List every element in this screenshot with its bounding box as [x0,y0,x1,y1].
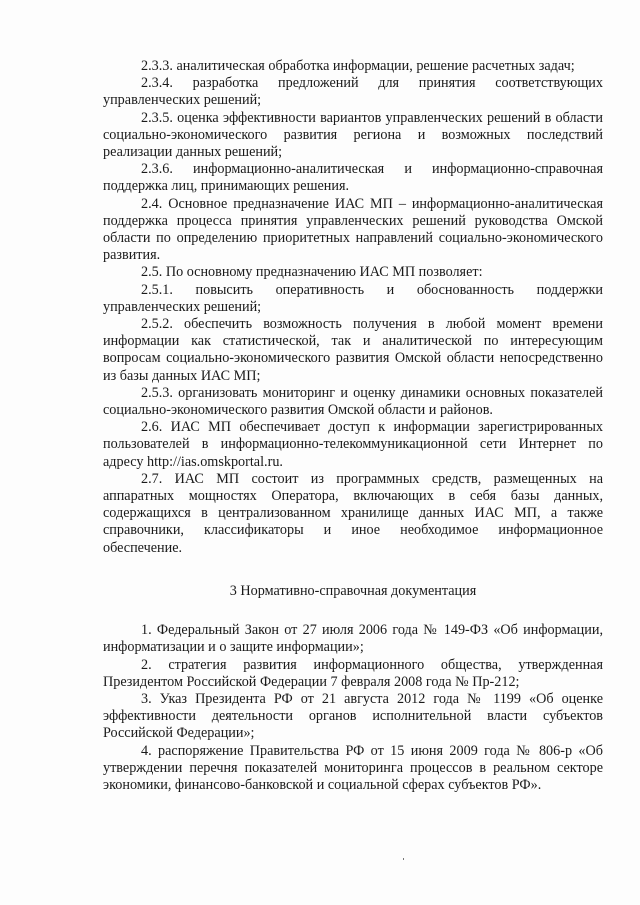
section-title: 3 Нормативно-справочная документация [229,582,477,599]
reference-item-3: 3. Указ Президента РФ от 21 августа 2012 года № 1199 «Об оценке эффективности деятельности органов исполнительной власти субъектов Российской Федерации»; [103,690,603,742]
paragraph-2-3-6: 2.3.6. информационно-аналитическая и информационно-справочная поддержка лиц, принимающих решения. [103,161,603,195]
paragraph-2-5: 2.5. По основному предназначению ИАС МП позволяет: [141,264,483,281]
document-body [103,58,603,794]
paragraph-2-5-3: 2.5.3. организовать мониторинг и оценку динамики основных показателей социально-экономического развития Омской области и районов. [103,384,603,419]
paragraph-2-5-2: 2.5.2. обеспечить возможность получения в любой момент времени информации как статистической, так и аналитической по интересующим вопросам социально-экономического развития Омской области непосредственно из базы данных ИАС МП; [103,316,603,384]
paragraph-2-3-4: 2.3.4. разработка предложений для принятия соответствующих управленческих решений; [103,75,603,109]
reference-item-1: 1. Федеральный Закон от 27 июля 2006 года № 149-ФЗ «Об информации, информатизации и о защите информации»; [103,622,603,656]
scan-speck [403,858,404,860]
reference-item-4: 4. распоряжение Правительства РФ от 15 июня 2009 года № 806-р «Об утверждении перечня показателей мониторинга процессов в реальном секторе экономики, финансово-банковской и социальной сферах субъектов РФ». [103,742,603,793]
paragraph-2-4: 2.4. Основное предназначение ИАС МП – информационно-аналитическая поддержка процесса принятия управленческих решений руководства Омской области по определению приоритетных направлений социально-экономического развития. [103,195,603,264]
paragraph-2-6: 2.6. ИАС МП обеспечивает доступ к информации зарегистрированных пользователей в информационно-телекоммуникационной сети Интернет по адресу http://ias.omskportal.ru. [103,419,603,470]
reference-item-2: 2. стратегия развития информационного общества, утвержденная Президентом Российской Федерации 7 февраля 2008 года № Пр-212; [103,656,603,690]
paragraph-2-3-5: 2.3.5. оценка эффективности вариантов управленческих решений в области социально-экономического развития региона и возможных последствий реализации данных решений; [103,109,603,161]
paragraph-2-3-3: 2.3.3. аналитическая обработка информации, решение расчетных задач; [141,58,575,74]
paragraph-2-5-1: 2.5.1. повысить оперативность и обоснованность поддержки управленческих решений; [103,281,603,315]
paragraph-2-7: 2.7. ИАС МП состоит из программных средств, размещенных на аппаратных мощностях Оператора, включающих в себя базы данных, содержащихся в централизованном хранилище данных ИАС МП, а также справочники, классификаторы и иное необходимое информационное обеспечение. [103,470,603,556]
